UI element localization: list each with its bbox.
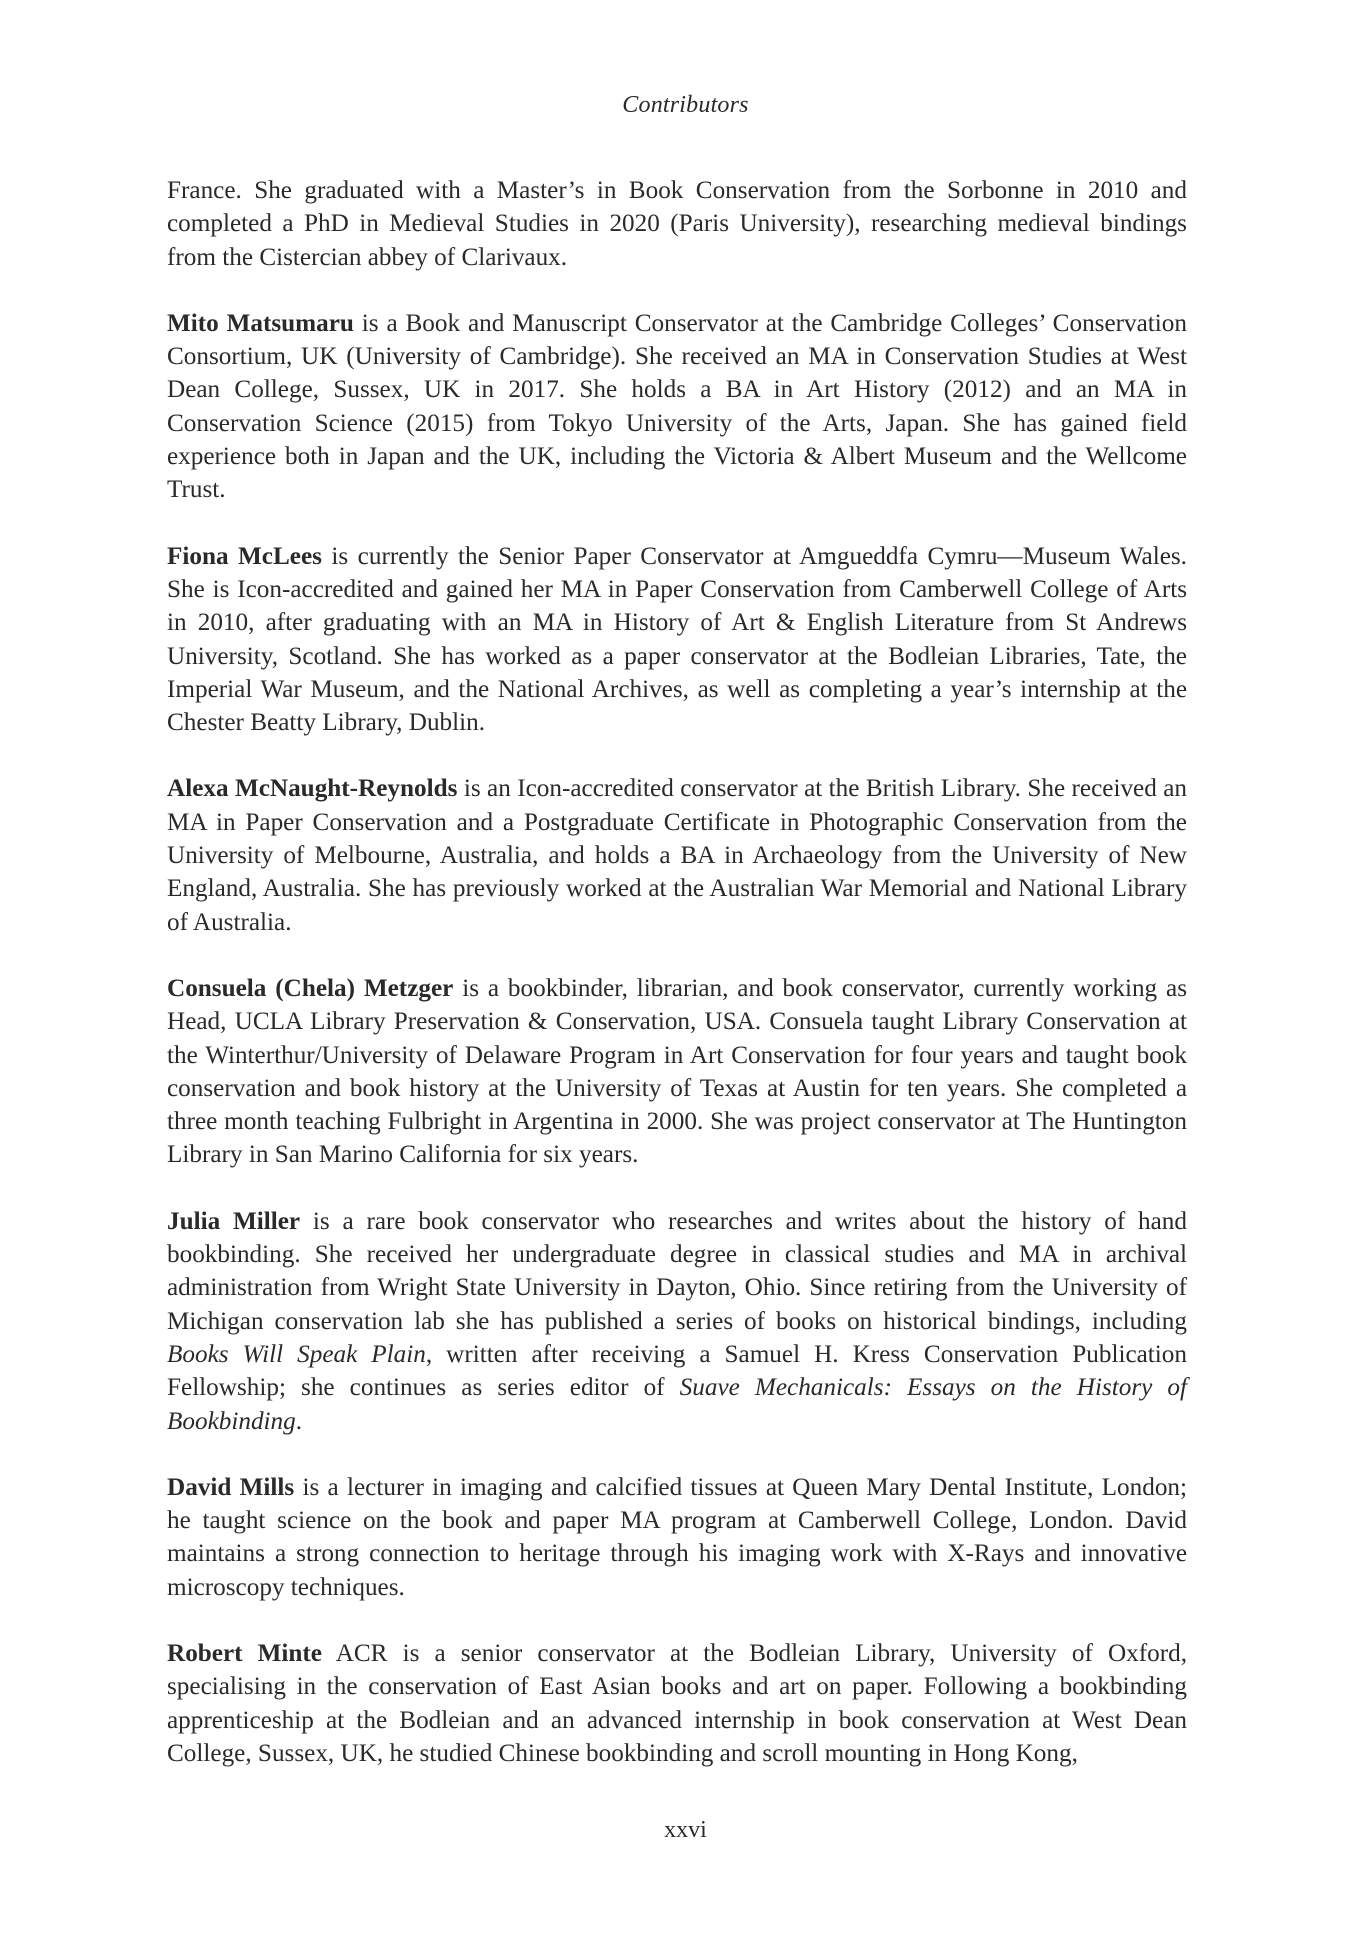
contributor-bio-minte: [167, 1637, 1187, 1770]
series-title: Suave Mechanicals: Essays on the History of Bookbinding: [167, 1374, 1188, 1435]
bio-text: is an Icon-accredited conservator at the British Library. She received an MA in Paper Conservation and a Postgraduate Certificate in Photographic Conservation from the University of Melbourne, Australia, and holds a BA in Archaeology from the University of New England, Australia. She has previously worked at the Australian War Memorial and National Library of Australia.: [167, 775, 1187, 936]
bio-text: is a lecturer in imaging and calcified tissues at Queen Mary Dental Institute, London; he taught science on the book and paper MA program at Camberwell College, London. David maintains a strong connection to heritage through his imaging work with X-Rays and innovative microscopy techniques.: [167, 1473, 1187, 1601]
contributor-bio-mills: [167, 1471, 1187, 1604]
contributor-name: Robert Minte: [167, 1639, 322, 1667]
contributor-name: Fiona McLees: [167, 542, 322, 570]
bio-text: is a Book and Manuscript Conservator at the Cambridge Colleges’ Conservation Consortium, UK (University of Cambridge). She received an MA in Conservation Studies at West Dean College, Sussex, UK in 2017. She holds a BA in Art History (2012) and an MA in Conservation Science (2015) from Tokyo University of the Arts, Japan. She has gained field experience both in Japan and the UK, including the Victoria & Albert Museum and the Wellcome Trust.: [167, 309, 1187, 504]
bio-text: , written after receiving a Samuel H. Kress Conservation Publication Fellowship; she continues as series editor of: [167, 1340, 1187, 1402]
contributor-name: Julia Miller: [167, 1207, 301, 1235]
running-head: Contributors: [622, 92, 749, 118]
bio-text: is a bookbinder, librarian, and book conservator, currently working as Head, UCLA Library Preservation & Conservation, USA. Consuela taught Library Conservation at the Winterthur/University of Delaware Program in Art Conservation for four years and taught book conservation and book history at the University of Texas at Austin for ten years. She completed a three month teaching Fulbright in Argentina in 2000. She was project conservator at The Huntington Library in San Marino California for six years.: [167, 974, 1188, 1169]
contributor-bio-metzger: [167, 972, 1187, 1172]
bio-text: .: [295, 1407, 303, 1435]
bio-text: France. She graduated with a Master’s in Book Conservation from the Sorbonne in 2010 and completed a PhD in Medieval Studies in 2020 (Paris University), researching medieval bindings from the Cistercian abbey of Clarivaux.: [167, 177, 1187, 271]
contributor-bio-continued: [167, 174, 1187, 274]
bio-text: is currently the Senior Paper Conservator at Amgueddfa Cymru—Museum Wales. She is Icon-accredited and gained her MA in Paper Conservation from Camberwell College of Arts in 2010, after graduating with an MA in History of Art & English Literature from St Andrews University, Scotland. She has worked as a paper conservator at the Bodleian Libraries, Tate, the Imperial War Museum, and the National Archives, as well as completing a year’s internship at the Chester Beatty Library, Dublin.: [167, 542, 1187, 737]
contributor-name: David Mills: [167, 1473, 295, 1501]
contributor-name: Consuela (Chela) Metzger: [167, 974, 454, 1002]
contributor-bio-matsumaru: [167, 307, 1187, 507]
book-title: Books Will Speak Plain: [167, 1340, 426, 1368]
bio-text: ACR is a senior conservator at the Bodleian Library, University of Oxford, specialising in the conservation of East Asian books and art on paper. Following a bookbinding apprenticeship at the Bodleian and an advanced internship in book conservation at West Dean College, Sussex, UK, he studied Chinese bookbinding and scroll mounting in Hong Kong,: [167, 1639, 1187, 1767]
contributor-name: Mito Matsumaru: [167, 309, 354, 337]
contributor-bio-miller: [167, 1205, 1187, 1438]
contributor-bio-mclees: [167, 540, 1187, 740]
page-number: xxvi: [664, 1817, 707, 1843]
contributors-text-block: [167, 174, 1187, 1803]
contributor-bio-mcnaught-reynolds: [167, 772, 1187, 938]
bio-text: is a rare book conservator who researches and writes about the history of hand bookbinding. She received her undergraduate degree in classical studies and MA in archival administration from Wright State University in Dayton, Ohio. Since retiring from the University of Michigan conservation lab she has published a series of books on historical bindings, including: [167, 1207, 1187, 1335]
contributor-name: Alexa McNaught-Reynolds: [167, 775, 458, 803]
